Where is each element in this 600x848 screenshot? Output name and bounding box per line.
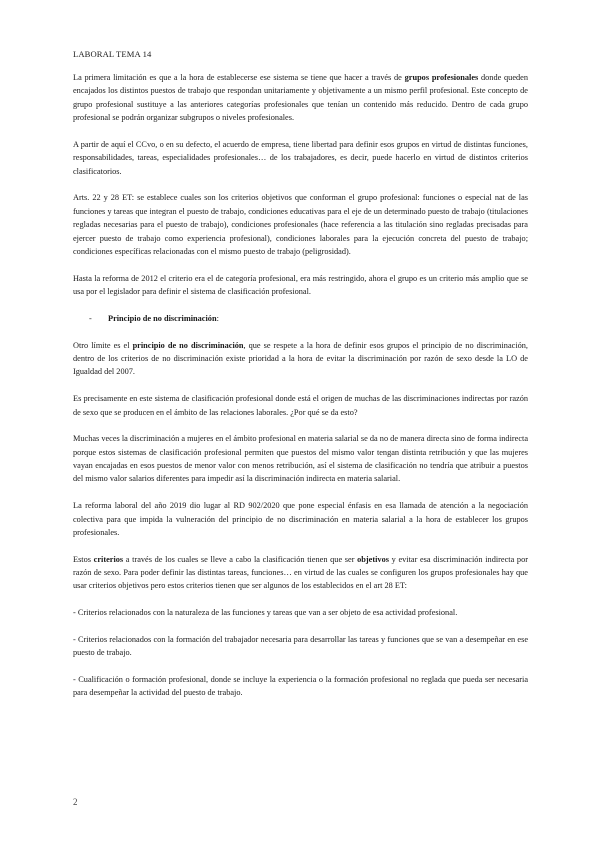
list-item-naturaleza-funciones: - Criterios relacionados con la naturaleza de las funciones y tareas que van a ser objeto de esa actividad profesional. xyxy=(73,608,458,618)
paragraph-discriminacion-salarial: Muchas veces la discriminación a mujeres en el ámbito profesional en materia salarial se da no de manera directa sino de forma indirecta porque estos sistemas de clasificación profesional permiten que puestos del mismo valor tengan distinta retribución y que las mujeres vayan encajadas en esos puestos de menor valor con menos retribución, así el sistema de clasificación no tendría que atribuir a puestos del mismo valor salarios diferentes para impedir así la discriminación indirecta en materia salarial. xyxy=(73,434,528,484)
paragraph-criterios-objetivos: Estos criterios a través de los cuales se lleve a cabo la clasificación tienen que ser objetivos y evitar esa discriminación indirecta por razón de sexo. Para poder definir las distintas tareas, funciones… en virtud de las cuales se configuren los grupos profesionales hay que usar criterios objetivos pero estos criterios tienen que ser algunos de los establecidos en el art 28 ET: xyxy=(73,554,528,591)
paragraph-discriminaciones-indirectas: Es precisamente en este sistema de clasificación profesional donde está el origen de muchas de las discriminaciones indirectas por razón de sexo que se producen en el ámbito de las relaciones laborales. ¿Por qué se da esto? xyxy=(73,394,528,417)
paragraph-otro-limite: Otro límite es el principio de no discriminación, que se respete a la hora de definir esos grupos el principio de no discriminación, dentro de los criterios de no discriminación existe prioridad a la hora de evitar la discriminación por razón de sexo desde la LO de Igualdad del 2007. xyxy=(73,340,528,377)
bullet-dash: - xyxy=(89,313,92,323)
list-item-formacion-trabajador: - Criterios relacionados con la formación del trabajador necesaria para desarrollar las tareas y funciones que se van a desempeñar en ese puesto de trabajo. xyxy=(73,634,528,658)
bold-term: grupos profesionales xyxy=(404,73,479,82)
paragraph-reforma-2019: La reforma laboral del año 2019 dio lugar al RD 902/2020 que pone especial énfasis en esa llamada de atención a la negociación colectiva para que impida la vulneración del principio de no discriminación en materia salarial a la hora de establecer los grupos profesionales. xyxy=(73,501,528,537)
bold-term: objetivos xyxy=(357,554,389,564)
page-number: 2 xyxy=(73,797,78,807)
paragraph-grupos-profesionales: La primera limitación es que a la hora de establecerse ese sistema se tiene que hacer a través de grupos profesionales donde queden encajados los distintos puestos de trabajo que respondan unitariamente y objetivamente a un mismo perfil profesional. Este concepto de grupo profesional sustituye a las anteriores categorías profesionales que tenían un contenido más reducido. Dentro de cada grupo profesional se podrán organizar subgrupos o niveles profesionales. xyxy=(73,73,528,123)
document-body xyxy=(73,71,528,713)
section-heading-no-discriminacion: - Principio de no discriminación: xyxy=(73,312,528,325)
paragraph-arts-22-28: Arts. 22 y 28 ET: se establece cuales son los criterios objetivos que conforman el grupo profesional: funciones o especial nat de las funciones y tareas que integran el puesto de trabajo, condiciones educativas para el eje de un determinado puesto de trabajo (titulaciones regladas necesarias para el puesto de trabajo), condiciones profesionales (hace referencia a las titulación sino regladas precisadas para ejercer puesto de trabajo como experiencia profesional), condiciones laborales para la ejecución concreta del puesto de trabajo; condiciones específicas relacionadas con el mismo puesto de trabajo (peligrosidad). xyxy=(73,193,528,257)
bold-term: criterios xyxy=(93,554,124,564)
section-heading-label: Principio de no discriminación xyxy=(108,313,217,323)
page-header: LABORAL TEMA 14 xyxy=(73,49,152,59)
list-item-cualificacion: - Cualificación o formación profesional, donde se incluye la experiencia o la formación profesional no reglada que pueda ser necesaria para desempeñar la actividad del puesto de trabajo. xyxy=(73,674,528,698)
paragraph-ccvo: A partir de aquí el CCvo, o en su defecto, el acuerdo de empresa, tiene libertad para definir esos grupos en virtud de distintas funciones, responsabilidades, tareas, especialidades profesionales… de los trabajadores, es decir, puede hacerlo en virtud de distintos criterios clasificatorios. xyxy=(73,139,528,176)
bold-term: principio de no discriminación xyxy=(132,340,244,350)
paragraph-reforma-2012: Hasta la reforma de 2012 el criterio era el de categoría profesional, era más restringido, ahora el grupo es un criterio más amplio que se usa por el legislador para definir el sistema de clasificación profesional. xyxy=(73,273,528,297)
